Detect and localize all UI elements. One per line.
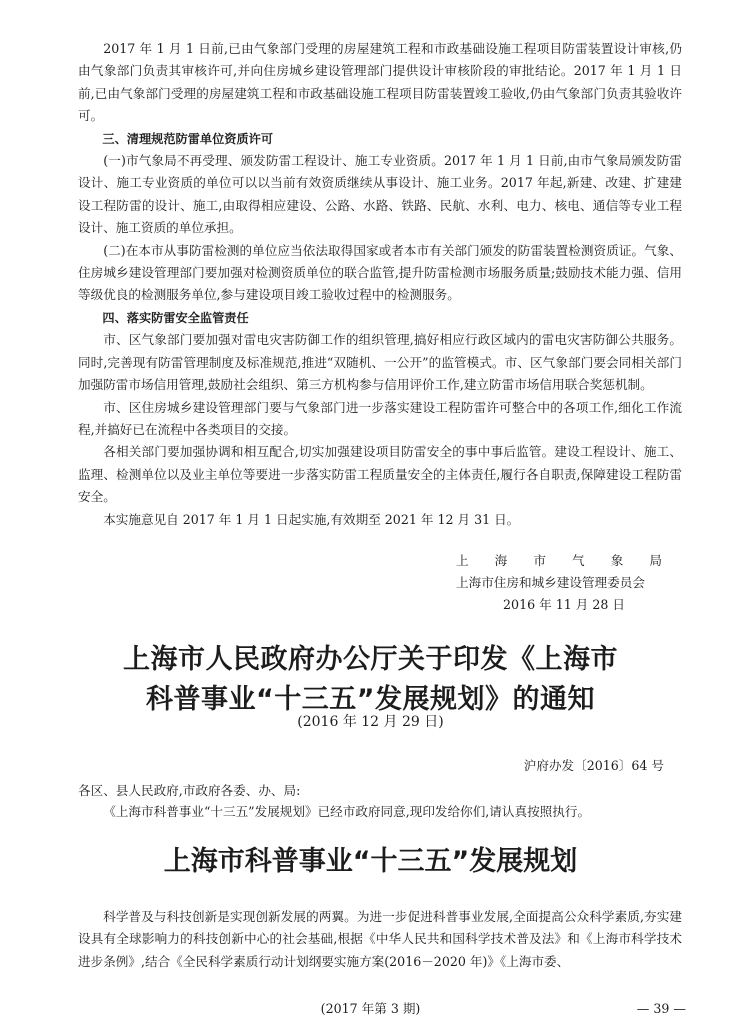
- footer-issue-number: (2017 年第 3 期): [320, 1001, 421, 1016]
- paragraph-supervision-2: 市、区住房城乡建设管理部门要与气象部门进一步落实建设工程防雷许可整合中的各项工作,细化工作流程,并搞好已在流程中各类项目的交接。: [78, 399, 682, 437]
- notice-title-line-1: 上海市人民政府办公厅关于印发《上海市: [123, 644, 618, 675]
- signature-date: 2016 年 11 月 28 日: [503, 597, 625, 612]
- signature-org-weather-bureau: [456, 550, 666, 572]
- signature-char: 上: [456, 553, 469, 568]
- notice-body: [78, 801, 682, 823]
- upper-text-block: [78, 38, 682, 531]
- paragraph-qualification-1: (一)市气象局不再受理、颁发防雷工程设计、施工专业资质。2017 年 1 月 1 日前,由市气象局颁发防雷设计、施工专业资质的单位可以以当前有效资质继续从事设计、施工业务。2017 年起,新建、改建、扩建建设工程防雷的设计、施工,由取得相应建设、公路、水路、铁路、民航、水利、电力、核电、通信等专业工程设计、施工资质的单位承担。: [78, 153, 682, 236]
- document-number: 沪府办发〔2016〕64 号: [523, 758, 664, 773]
- paragraph-effective-date: 本实施意见自 2017 年 1 月 1 日起实施,有效期至 2021 年 12 月 31 日。: [103, 511, 520, 527]
- signature-char: 海: [494, 553, 508, 568]
- signature-org-housing-committee: 上海市住房和城乡建设管理委员会: [456, 575, 645, 590]
- paragraph-supervision-3: 各相关部门要加强协调和相互配合,切实加强建设项目防雷安全的事中事后监管。建设工程设计、施工、监理、检测单位以及业主单位等要进一步落实防雷工程质量安全的主体责任,履行各自职责,保障建设工程防雷安全。: [78, 444, 682, 505]
- section-heading-3: 三、清理规范防雷单位资质许可: [102, 131, 274, 146]
- notice-date: (2016 年 12 月 29 日): [297, 714, 444, 730]
- plan-intro-paragraph: 科学普及与科技创新是实现创新发展的两翼。为进一步促进科普事业发展,全面提高公众科学素质,夯实建设具有全球影响力的科技创新中心的社会基础,根据《中华人民共和国科学技术普及法》和《上海市科学技术进步条例》,结合《全民科学素质行动计划纲要实施方案(2016－2020 年)》《上海市委、: [78, 909, 682, 969]
- section-heading-4: 四、落实防雷安全监管责任: [102, 310, 249, 325]
- signature-char: 象: [610, 553, 624, 568]
- signature-char: 局: [649, 553, 662, 568]
- signature-char: 市: [533, 553, 546, 568]
- paragraph-supervision-1: 市、区气象部门要加强对雷电灾害防御工作的组织管理,搞好相应行政区域内的雷电灾害防御公共服务。同时,完善现有防雷管理制度及标准规范,推进“双随机、一公开”的监管模式。市、区气象部门要会同相关部门加强防雷市场信用管理,鼓励社会组织、第三方机构参与信用评价工作,建立防雷市场信用联合奖惩机制。: [78, 332, 682, 393]
- paragraph-design-review: 2017 年 1 月 1 日前,已由气象部门受理的房屋建筑工程和市政基础设施工程项目防雷装置设计审核,仍由气象部门负责其审核许可,并向住房城乡建设管理部门提供设计审核阶段的审批结论。2017 年 1 月 1 日前,已由气象部门受理的房屋建筑工程和市政基础设施工程项目防雷装置竣工验收,仍由气象部门负责其验收许可。: [78, 41, 682, 124]
- notice-addressee: 各区、县人民政府,市政府各委、办、局:: [78, 783, 301, 798]
- notice-title-line-2: 科普事业“十三五”发展规划》的通知: [146, 684, 595, 715]
- paragraph-qualification-2: (二)在本市从事防雷检测的单位应当依法取得国家或者本市有关部门颁发的防雷装置检测资质证。气象、住房城乡建设管理部门要加强对检测资质单位的联合监管,提升防雷检测市场服务质量;鼓励技术能力强、信用等级优良的检测服务单位,参与建设项目竣工验收过程中的检测服务。: [78, 242, 682, 303]
- plan-title: 上海市科普事业“十三五”发展规划: [163, 846, 578, 877]
- plan-body: [78, 906, 682, 973]
- footer-page-number: — 39 —: [636, 1001, 686, 1016]
- signature-block: [456, 550, 666, 616]
- signature-char: 气: [572, 553, 585, 568]
- notice-body-paragraph: 《上海市科普事业“十三五”发展规划》已经市政府同意,现印发给你们,请认真按照执行。: [103, 804, 591, 819]
